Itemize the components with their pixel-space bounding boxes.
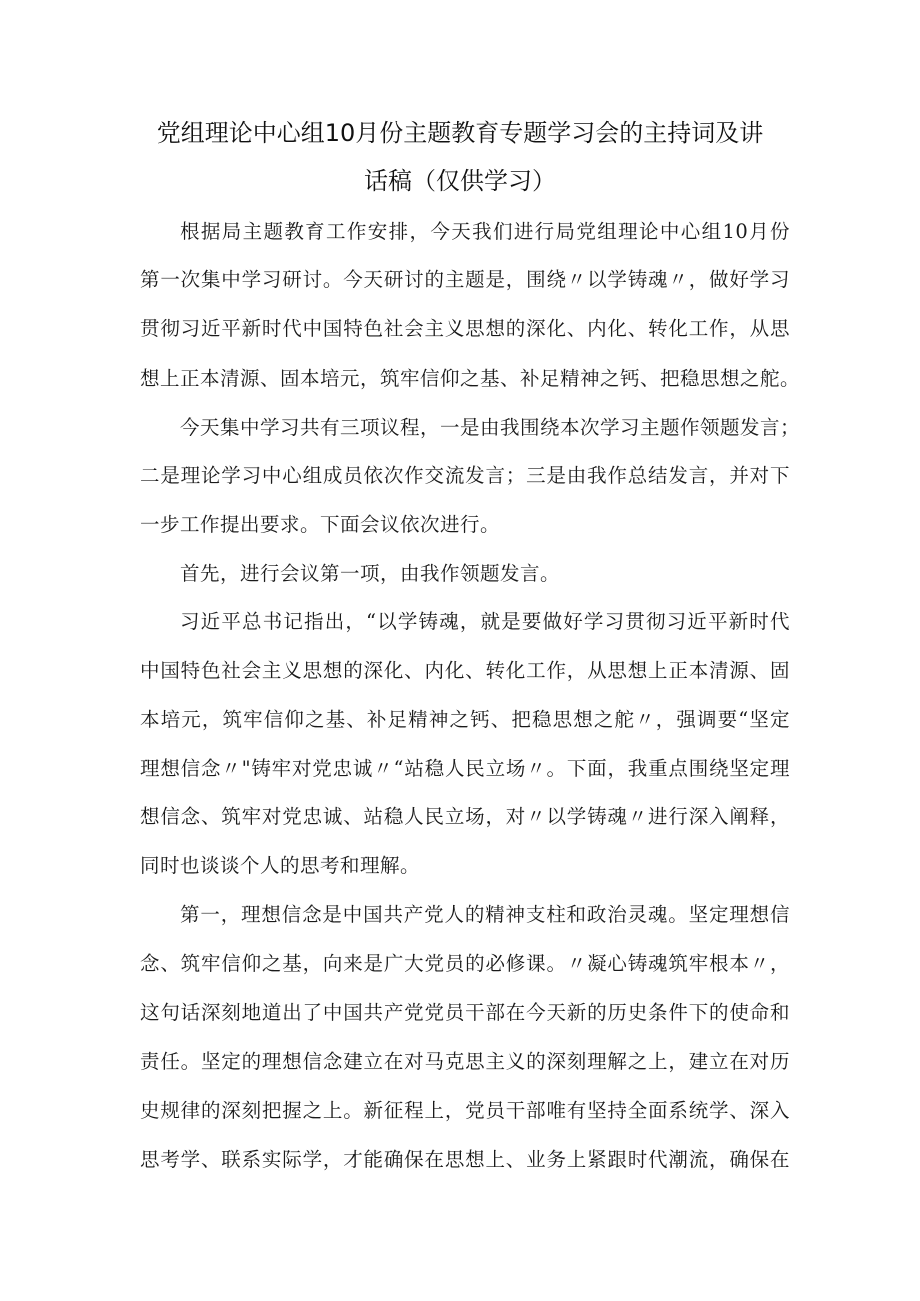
paragraph-line: 二是理论学习中心组成员依次作交流发言；三是由我作总结发言，并对下 [140, 464, 790, 487]
paragraph-line: 史规律的深刻把握之上。新征程上，党员干部唯有坚持全面系统学、深入 [140, 1099, 790, 1122]
paragraph-line: 第一，理想信念是中国共产党人的精神支柱和政治灵魂。坚定理想信 [180, 903, 790, 926]
paragraph-line: 今天集中学习共有三项议程，一是由我围绕本次学习主题作领题发言； [180, 416, 801, 439]
paragraph-line: 一步工作提出要求。下面会议依次进行。 [140, 513, 501, 536]
paragraph-line: 本培元，筑牢信仰之基、补足精神之钙、把稳思想之舵〃，强调要“坚定 [140, 708, 790, 731]
paragraph-line: 贯彻习近平新时代中国特色社会主义思想的深化、内化、转化工作，从思 [140, 317, 790, 340]
document-title-line-1: 党组理论中心组10月份主题教育专题学习会的主持词及讲 [156, 119, 764, 147]
paragraph-line: 责任。坚定的理想信念建立在对马克思主义的深刻理解之上，建立在对历 [140, 1050, 790, 1073]
paragraph-line: 这句话深刻地道出了中国共产党党员干部在今天新的历史条件下的使命和 [140, 1001, 790, 1024]
paragraph-line: 理想信念〃"铸牢对党忠诚〃“站稳人民立场〃。下面，我重点围绕坚定理 [140, 757, 790, 780]
paragraph-line: 同时也谈谈个人的思考和理解。 [140, 854, 421, 877]
paragraph-line: 根据局主题教育工作安排，今天我们进行局党组理论中心组10月份 [180, 220, 790, 243]
paragraph-line: 想上正本清源、固本培元，筑牢信仰之基、补足精神之钙、把稳思想之舵。 [140, 367, 801, 390]
paragraph-line: 中国特色社会主义思想的深化、内化、转化工作，从思想上正本清源、固 [140, 659, 790, 682]
paragraph-line: 首先，进行会议第一项，由我作领题发言。 [180, 562, 561, 585]
document-title-line-2: 话稿（仅供学习） [364, 167, 556, 195]
paragraph-line: 习近平总书记指出，“以学铸魂，就是要做好学习贯彻习近平新时代 [180, 610, 790, 633]
paragraph-line: 想信念、筑牢对党忠诚、站稳人民立场，对〃以学铸魂〃进行深入阐释， [140, 805, 790, 828]
paragraph-line: 念、筑牢信仰之基，向来是广大党员的必修课。〃凝心铸魂筑牢根本〃， [140, 952, 790, 975]
paragraph-line: 第一次集中学习研讨。今天研讨的主题是，围绕〃以学铸魂〃，做好学习 [140, 268, 790, 291]
paragraph-line: 思考学、联系实际学，才能确保在思想上、业务上紧跟时代潮流，确保在 [140, 1148, 790, 1171]
